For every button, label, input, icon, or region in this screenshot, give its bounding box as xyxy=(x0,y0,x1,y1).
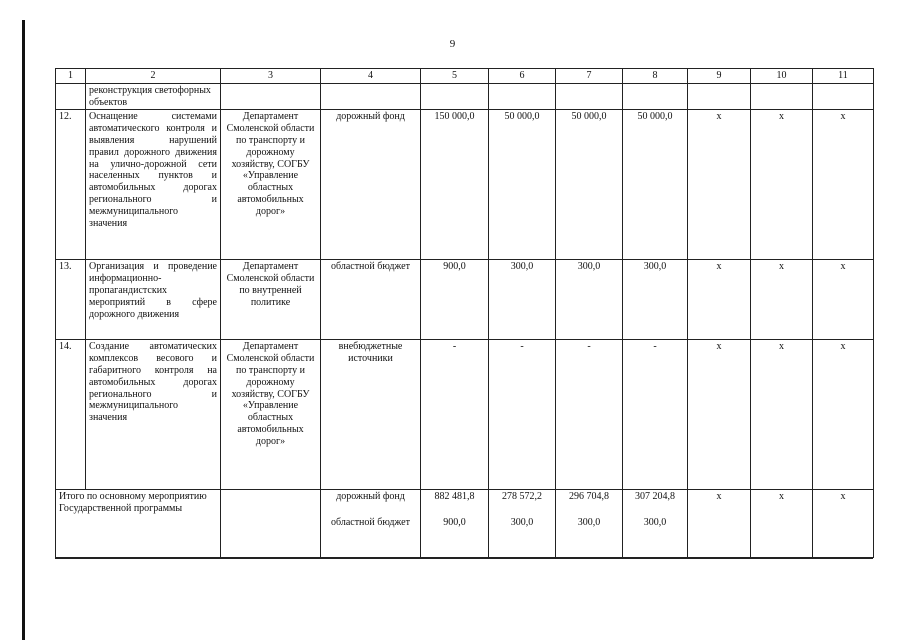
col-header: 8 xyxy=(623,69,688,84)
col-header: 5 xyxy=(421,69,489,84)
program-table xyxy=(55,68,874,558)
value-cell: х xyxy=(688,260,751,340)
value-cell: х xyxy=(751,260,813,340)
col-header: 3 xyxy=(221,69,321,84)
value-cell: 300,0 xyxy=(577,517,601,529)
funding-source: дорожный фонд xyxy=(321,110,421,260)
value-cell: х xyxy=(813,340,874,490)
col-header: 4 xyxy=(321,69,421,84)
table-bottom-rule xyxy=(55,558,873,559)
executor: Департамент Смоленской области по транспорту и дорожному хозяйству, СОГБУ «Управление областных автомобильных дорог» xyxy=(221,340,321,490)
value-cell: - xyxy=(489,340,556,490)
col-header: 11 xyxy=(813,69,874,84)
value-cell: 307 204,8 xyxy=(635,491,675,503)
value-cell: х xyxy=(688,340,751,490)
total-row xyxy=(56,490,874,558)
value-cell: 300,0 xyxy=(489,260,556,340)
value-cell: 278 572,2 xyxy=(502,491,542,503)
value-cell: 300,0 xyxy=(510,517,534,529)
value-cell: 900,0 xyxy=(421,260,489,340)
col-header: 10 xyxy=(751,69,813,84)
col-header: 2 xyxy=(86,69,221,84)
table-row xyxy=(56,110,874,260)
left-margin-bar xyxy=(22,20,25,640)
activity-name: Создание автоматических комплексов весового и габаритного контроля на автомобильных дорогах регионального и межмуниципального значения xyxy=(86,340,221,490)
total-values xyxy=(556,490,623,558)
row-number: 14. xyxy=(56,340,86,490)
value-cell: - xyxy=(556,340,623,490)
value-cell: 900,0 xyxy=(443,517,466,529)
col-header: 7 xyxy=(556,69,623,84)
activity-name: Организация и проведение информационно-пропагандистских мероприятий в сфере дорожного движения xyxy=(86,260,221,340)
row-number: 13. xyxy=(56,260,86,340)
activity-name: Оснащение системами автоматического контроля и выявления нарушений правил дорожного движения на улично-дорожной сети населенных пунктов и автомобильных дорогах регионального и межмуниципального значения xyxy=(86,110,221,260)
executor: Департамент Смоленской области по внутренней политике xyxy=(221,260,321,340)
value-cell: х xyxy=(813,490,874,558)
value-cell: 296 704,8 xyxy=(569,491,609,503)
value-cell: х xyxy=(688,110,751,260)
column-number-row xyxy=(56,69,874,84)
value-cell: 300,0 xyxy=(643,517,667,529)
value-cell: х xyxy=(813,110,874,260)
row-number: 12. xyxy=(56,110,86,260)
funding-source: внебюджетные источники xyxy=(321,340,421,490)
value-cell: - xyxy=(623,340,688,490)
value-cell: 50 000,0 xyxy=(556,110,623,260)
value-cell: х xyxy=(688,490,751,558)
funding-source: областной бюджет xyxy=(330,517,410,529)
total-values xyxy=(489,490,556,558)
value-cell: х xyxy=(751,340,813,490)
executor: Департамент Смоленской области по транспорту и дорожному хозяйству, СОГБУ «Управление областных автомобильных дорог» xyxy=(221,110,321,260)
total-label: Итого по основному мероприятию Государственной программы xyxy=(56,490,221,558)
funding-source: дорожный фонд xyxy=(336,491,405,503)
value-cell: 882 481,8 xyxy=(434,491,475,503)
value-cell: 50 000,0 xyxy=(489,110,556,260)
value-cell: х xyxy=(751,490,813,558)
page-number: 9 xyxy=(449,38,456,50)
col-header: 6 xyxy=(489,69,556,84)
table-row xyxy=(56,340,874,490)
value-cell: - xyxy=(421,340,489,490)
funding-source: областной бюджет xyxy=(321,260,421,340)
table-row xyxy=(56,260,874,340)
total-values xyxy=(421,490,489,558)
total-values xyxy=(623,490,688,558)
total-sources xyxy=(321,490,421,558)
value-cell: 150 000,0 xyxy=(421,110,489,260)
table-row xyxy=(56,83,874,110)
col-header: 1 xyxy=(56,69,86,84)
value-cell: х xyxy=(813,260,874,340)
value-cell: 300,0 xyxy=(623,260,688,340)
activity-name: реконструкция светофорных объектов xyxy=(86,83,221,110)
value-cell: х xyxy=(751,110,813,260)
value-cell: 300,0 xyxy=(556,260,623,340)
col-header: 9 xyxy=(688,69,751,84)
value-cell: 50 000,0 xyxy=(623,110,688,260)
